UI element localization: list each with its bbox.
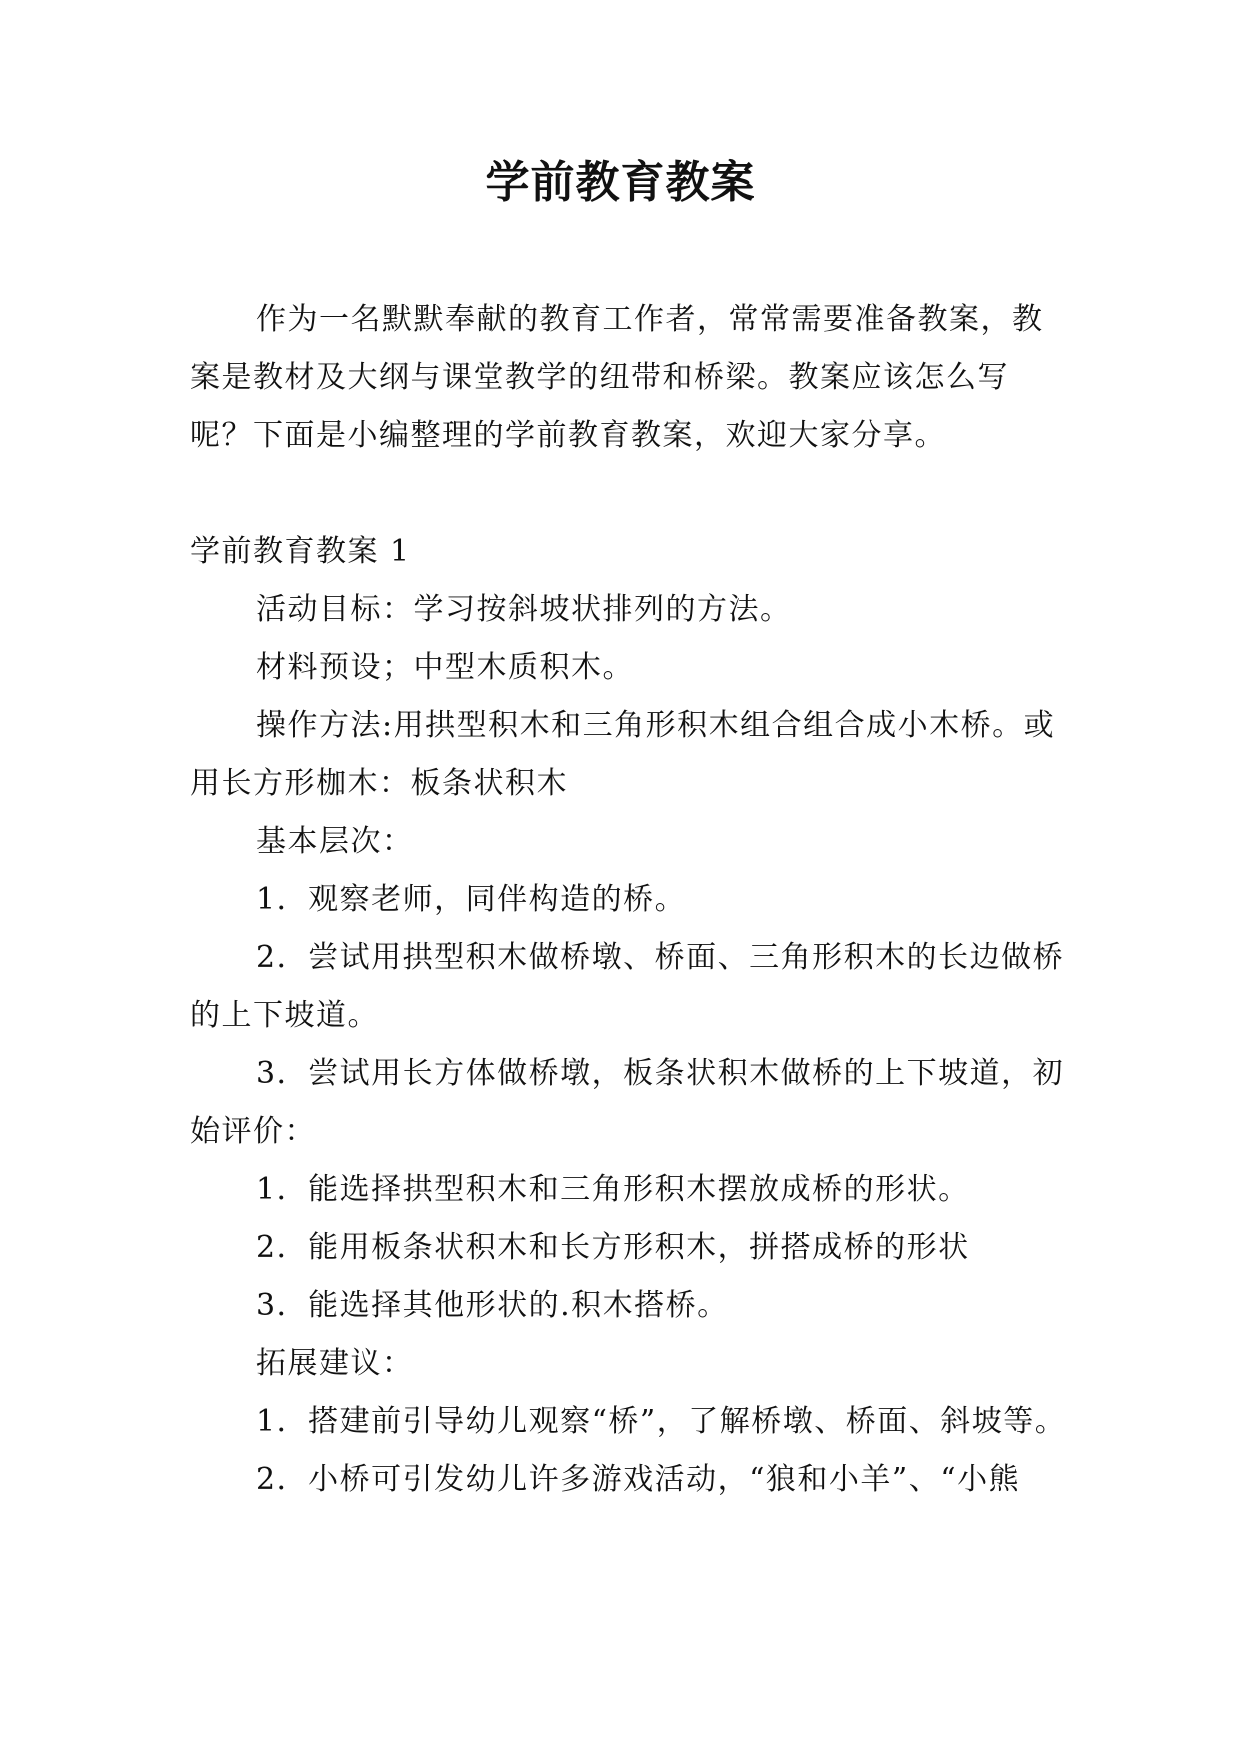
- paragraph-basic-level-2: 2．尝试用拱型积木做桥墩、桥面、三角形积木的长边做桥的上下坡道。: [190, 940, 1065, 1033]
- paragraph-operation-method: 操作方法:用拱型积木和三角形积木组合组合成小木桥。或用长方形枷木：板条状积木: [190, 708, 1056, 801]
- paragraph-basic-levels-heading: 基本层次：: [256, 824, 414, 859]
- paragraph-evaluation-2: 2．能用板条状积木和长方形积木，拼搭成桥的形状: [256, 1230, 970, 1265]
- paragraph-extension-2: 2．小桥可引发幼儿许多游戏活动，“狼和小羊”、“小熊: [256, 1462, 1021, 1497]
- paragraph-extension-heading: 拓展建议：: [256, 1346, 414, 1381]
- document-body: [190, 291, 1070, 1509]
- paragraph-evaluation-1: 1．能选择拱型积木和三角形积木摆放成桥的形状。: [256, 1172, 970, 1207]
- paragraph-activity-goal: 活动目标：学习按斜坡状排列的方法。: [256, 592, 792, 627]
- paragraph-basic-level-1: 1．观察老师，同伴构造的桥。: [256, 882, 687, 917]
- paragraph-evaluation-3: 3．能选择其他形状的.积木搭桥。: [256, 1288, 729, 1323]
- paragraph-basic-level-3: 3．尝试用长方体做桥墩，板条状积木做桥的上下坡道，初始评价：: [190, 1056, 1065, 1149]
- paragraph-extension-1: 1．搭建前引导幼儿观察“桥”，了解桥墩、桥面、斜坡等。: [256, 1404, 1067, 1439]
- intro-paragraph: 作为一名默默奉献的教育工作者，常常需要准备教案，教案是教材及大纲与课堂教学的纽带和桥梁。教案应该怎么写呢？下面是小编整理的学前教育教案，欢迎大家分享。: [190, 302, 1044, 453]
- document-title: 学前教育教案: [485, 157, 756, 208]
- paragraph-materials: 材料预设；中型木质积木。: [256, 650, 634, 685]
- section-heading: 学前教育教案 1: [190, 534, 411, 569]
